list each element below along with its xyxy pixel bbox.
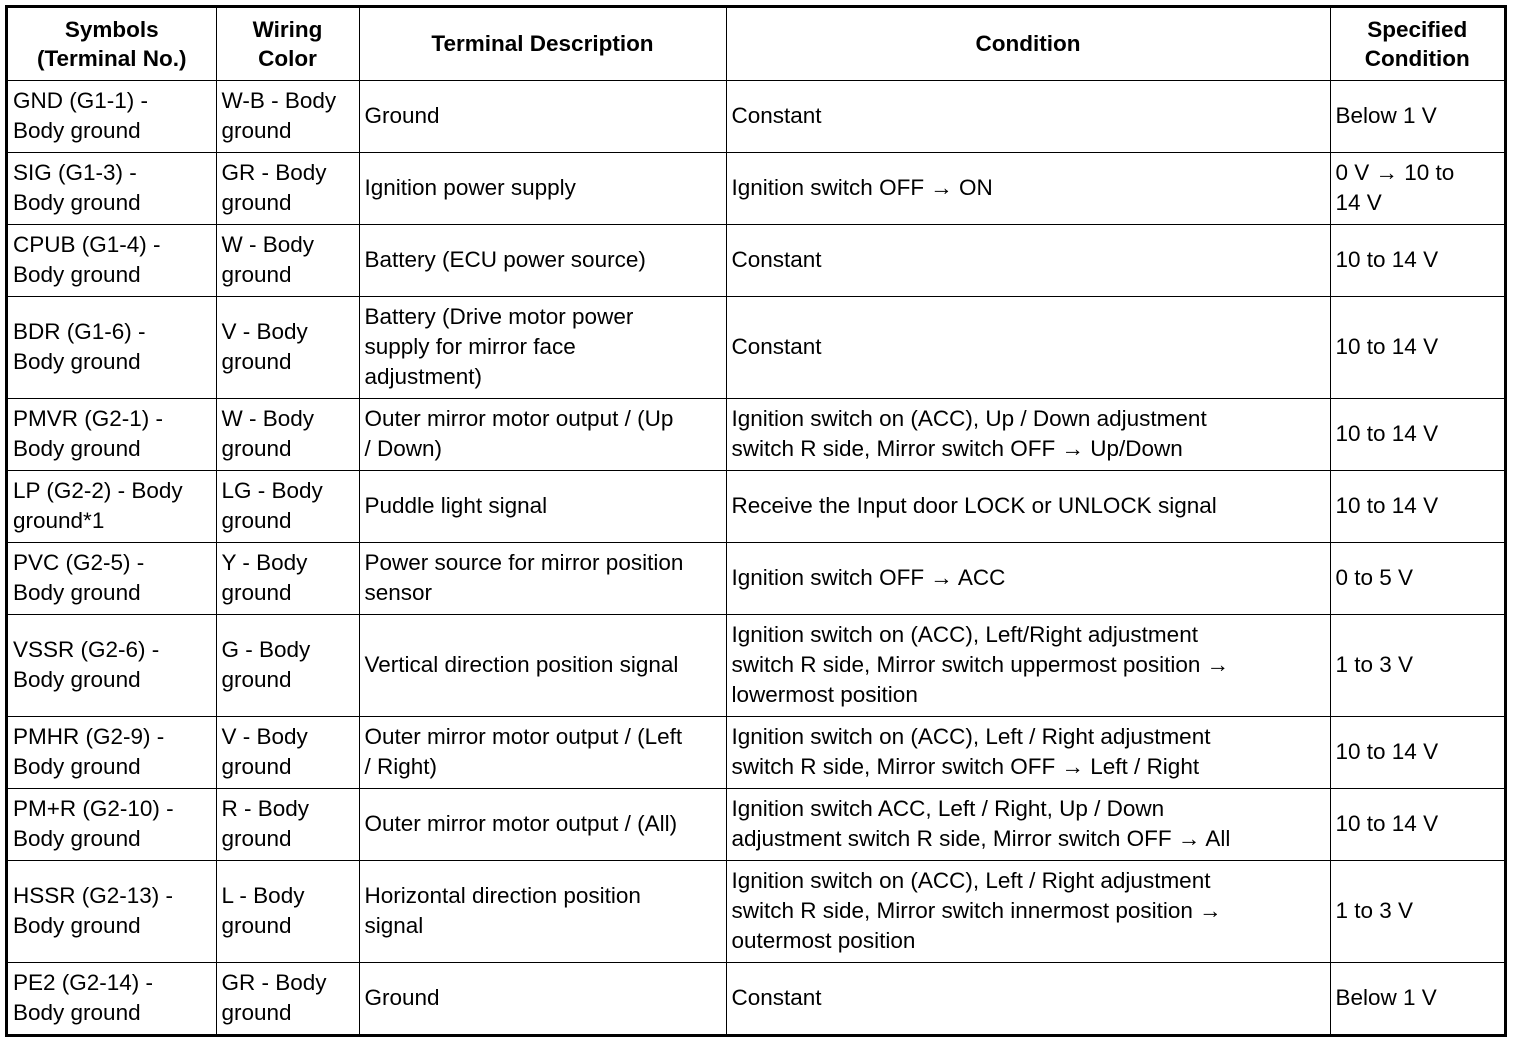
cell-specified-condition-line: Below 1 V <box>1335 103 1437 128</box>
cell-terminal-description-line: adjustment) <box>364 364 483 389</box>
cell-specified-condition-line: Below 1 V <box>1335 985 1437 1011</box>
cell-symbol-line: Body ground <box>13 190 141 215</box>
cell-specified-condition <box>1330 80 1504 152</box>
cell-terminal-description <box>359 152 726 224</box>
header-wiring-color <box>216 8 359 80</box>
cell-wiring-color-line: ground <box>221 508 292 533</box>
cell-symbol <box>8 962 216 1034</box>
cell-condition-line: Ignition switch OFF → ACC <box>731 565 1006 590</box>
cell-condition <box>726 860 1330 962</box>
cell-wiring-color-line: ground <box>221 118 292 143</box>
cell-wiring-color-line: G - Body <box>221 637 311 662</box>
cell-wiring-color-line: ground <box>221 262 292 287</box>
cell-condition-line: Ignition switch on (ACC), Up / Down adjustment <box>731 406 1207 431</box>
table-row <box>8 788 1504 860</box>
cell-specified-condition <box>1330 860 1504 962</box>
cell-symbol <box>8 542 216 614</box>
cell-specified-condition <box>1330 716 1504 788</box>
cell-condition-line: switch R side, Mirror switch innermost position → <box>731 898 1222 923</box>
cell-wiring-color-line: V - Body <box>221 319 308 344</box>
cell-symbol <box>8 398 216 470</box>
header-specified-line-2: Condition <box>1364 45 1470 71</box>
cell-symbol-line: Body ground <box>13 754 141 779</box>
cell-specified-condition <box>1330 788 1504 860</box>
cell-symbol-line: BDR (G1-6) - <box>13 319 146 344</box>
cell-condition <box>726 152 1330 224</box>
header-specified-condition <box>1330 8 1504 80</box>
cell-symbol-line: ground*1 <box>13 508 105 533</box>
cell-wiring-color-line: V - Body <box>221 724 308 749</box>
cell-wiring-color <box>216 470 359 542</box>
cell-specified-condition-line: 10 to 14 V <box>1335 247 1439 272</box>
cell-symbol-line: Body ground <box>13 826 141 851</box>
cell-specified-condition <box>1330 398 1504 470</box>
header-description-line-1: Terminal Description <box>431 31 654 57</box>
header-condition <box>726 8 1330 80</box>
terminal-spec-table <box>8 8 1504 1034</box>
cell-wiring-color <box>216 398 359 470</box>
header-terminal-description <box>359 8 726 80</box>
cell-specified-condition <box>1330 542 1504 614</box>
cell-specified-condition-line: 10 to 14 V <box>1335 421 1439 446</box>
cell-symbol <box>8 80 216 152</box>
cell-condition-line: switch R side, Mirror switch OFF → Up/Down <box>731 436 1183 461</box>
cell-symbol <box>8 296 216 398</box>
cell-wiring-color-line: ground <box>221 580 292 605</box>
header-specified-line-1: Specified <box>1367 16 1468 42</box>
cell-condition-line: Ignition switch on (ACC), Left / Right adjustment <box>731 724 1211 749</box>
cell-symbol-line: Body ground <box>13 580 141 605</box>
cell-condition-line: lowermost position <box>731 682 918 707</box>
cell-condition-line: adjustment switch R side, Mirror switch OFF → All <box>731 826 1231 851</box>
cell-symbol-line: Body ground <box>13 262 141 287</box>
cell-terminal-description <box>359 398 726 470</box>
cell-condition-line: Receive the Input door LOCK or UNLOCK signal <box>731 493 1217 518</box>
table-row <box>8 152 1504 224</box>
cell-specified-condition-line: 0 V → 10 to <box>1335 160 1455 185</box>
cell-symbol-line: Body ground <box>13 349 141 374</box>
cell-wiring-color-line: ground <box>221 1000 292 1026</box>
table-row <box>8 962 1504 1034</box>
cell-wiring-color <box>216 80 359 152</box>
cell-symbol <box>8 470 216 542</box>
cell-condition-line: Constant <box>731 985 822 1011</box>
cell-terminal-description <box>359 716 726 788</box>
terminal-spec-frame <box>5 5 1507 1037</box>
table-body <box>8 80 1504 1034</box>
table-row <box>8 224 1504 296</box>
header-condition-line-1: Condition <box>975 31 1081 57</box>
cell-symbol-line: Body ground <box>13 913 141 938</box>
cell-condition-line: switch R side, Mirror switch uppermost position → <box>731 652 1230 677</box>
header-symbols <box>8 8 216 80</box>
cell-wiring-color <box>216 614 359 716</box>
cell-specified-condition-line: 10 to 14 V <box>1335 334 1439 359</box>
cell-wiring-color-line: R - Body <box>221 796 310 821</box>
cell-terminal-description-line: Battery (ECU power source) <box>364 247 646 272</box>
cell-condition-line: Constant <box>731 334 822 359</box>
cell-condition-line: Constant <box>731 247 822 272</box>
cell-symbol <box>8 860 216 962</box>
cell-terminal-description-line: Outer mirror motor output / (Left <box>364 724 683 749</box>
cell-wiring-color-line: Y - Body <box>221 550 308 575</box>
cell-wiring-color-line: ground <box>221 913 292 938</box>
cell-condition <box>726 80 1330 152</box>
cell-wiring-color <box>216 860 359 962</box>
cell-condition-line: switch R side, Mirror switch OFF → Left / Right <box>731 754 1200 779</box>
cell-specified-condition <box>1330 470 1504 542</box>
cell-condition <box>726 470 1330 542</box>
cell-symbol-line: PVC (G2-5) - <box>13 550 145 575</box>
cell-condition-line: Ignition switch on (ACC), Left / Right adjustment <box>731 868 1211 893</box>
cell-symbol-line: LP (G2-2) - Body <box>13 478 183 503</box>
cell-specified-condition-line: 1 to 3 V <box>1335 898 1414 923</box>
cell-specified-condition <box>1330 296 1504 398</box>
header-wiring-line-1: Wiring <box>252 16 323 42</box>
cell-terminal-description-line: Ignition power supply <box>364 175 576 200</box>
cell-specified-condition-line: 10 to 14 V <box>1335 739 1439 764</box>
cell-wiring-color-line: W - Body <box>221 232 315 257</box>
cell-symbol-line: VSSR (G2-6) - <box>13 637 160 662</box>
cell-specified-condition-line: 0 to 5 V <box>1335 565 1414 590</box>
cell-wiring-color-line: W - Body <box>221 406 315 431</box>
header-symbols-line-2: (Terminal No.) <box>36 45 187 71</box>
cell-symbol <box>8 224 216 296</box>
cell-wiring-color-line: ground <box>221 667 292 692</box>
cell-condition-line: Ignition switch ACC, Left / Right, Up / Down <box>731 796 1165 821</box>
header-wiring-line-2: Color <box>258 45 317 71</box>
table-row <box>8 542 1504 614</box>
cell-specified-condition <box>1330 224 1504 296</box>
cell-terminal-description-line: signal <box>364 913 424 938</box>
cell-symbol-line: PMHR (G2-9) - <box>13 724 165 749</box>
cell-specified-condition-line: 14 V <box>1335 190 1382 215</box>
cell-terminal-description-line: Battery (Drive motor power <box>364 304 634 329</box>
cell-condition <box>726 296 1330 398</box>
cell-condition <box>726 398 1330 470</box>
table-row <box>8 296 1504 398</box>
cell-terminal-description-line: Ground <box>364 985 440 1011</box>
cell-terminal-description-line: Puddle light signal <box>364 493 548 518</box>
cell-specified-condition <box>1330 962 1504 1034</box>
cell-terminal-description <box>359 80 726 152</box>
cell-symbol <box>8 788 216 860</box>
cell-symbol-line: Body ground <box>13 1000 141 1026</box>
cell-condition-line: outermost position <box>731 928 916 953</box>
cell-symbol-line: PM+R (G2-10) - <box>13 796 174 821</box>
table-header <box>8 8 1504 80</box>
cell-specified-condition <box>1330 614 1504 716</box>
cell-terminal-description-line: Vertical direction position signal <box>364 652 679 677</box>
cell-symbol-line: CPUB (G1-4) - <box>13 232 161 257</box>
cell-wiring-color <box>216 152 359 224</box>
cell-wiring-color <box>216 296 359 398</box>
cell-specified-condition-line: 10 to 14 V <box>1335 493 1439 518</box>
cell-symbol-line: PMVR (G2-1) - <box>13 406 164 431</box>
table-row <box>8 860 1504 962</box>
cell-symbol-line: Body ground <box>13 436 141 461</box>
cell-terminal-description <box>359 788 726 860</box>
cell-symbol <box>8 152 216 224</box>
cell-terminal-description <box>359 224 726 296</box>
cell-wiring-color-line: GR - Body <box>221 160 327 185</box>
cell-wiring-color <box>216 788 359 860</box>
table-row <box>8 80 1504 152</box>
cell-wiring-color-line: GR - Body <box>221 970 327 996</box>
cell-symbol-line: Body ground <box>13 118 141 143</box>
cell-condition <box>726 224 1330 296</box>
cell-terminal-description <box>359 470 726 542</box>
table-row <box>8 398 1504 470</box>
cell-wiring-color-line: L - Body <box>221 883 305 908</box>
cell-symbol-line: HSSR (G2-13) - <box>13 883 174 908</box>
cell-wiring-color-line: ground <box>221 436 292 461</box>
cell-condition <box>726 614 1330 716</box>
cell-terminal-description-line: Horizontal direction position <box>364 883 641 908</box>
table-row <box>8 614 1504 716</box>
cell-symbol-line: Body ground <box>13 667 141 692</box>
cell-terminal-description-line: Outer mirror motor output / (All) <box>364 811 678 836</box>
cell-terminal-description <box>359 614 726 716</box>
cell-terminal-description-line: sensor <box>364 580 433 605</box>
cell-terminal-description <box>359 296 726 398</box>
cell-wiring-color-line: LG - Body <box>221 478 323 503</box>
cell-terminal-description-line: supply for mirror face <box>364 334 576 359</box>
cell-symbol <box>8 716 216 788</box>
table-row <box>8 470 1504 542</box>
cell-wiring-color <box>216 224 359 296</box>
cell-wiring-color <box>216 716 359 788</box>
cell-condition <box>726 962 1330 1034</box>
cell-wiring-color-line: ground <box>221 826 292 851</box>
cell-terminal-description <box>359 860 726 962</box>
cell-condition-line: Constant <box>731 103 822 128</box>
cell-symbol-line: PE2 (G2-14) - <box>13 970 154 996</box>
cell-terminal-description <box>359 962 726 1034</box>
cell-wiring-color-line: ground <box>221 349 292 374</box>
header-row <box>8 8 1504 80</box>
cell-symbol <box>8 614 216 716</box>
cell-condition <box>726 542 1330 614</box>
table-row <box>8 716 1504 788</box>
cell-condition <box>726 788 1330 860</box>
cell-condition-line: Ignition switch on (ACC), Left/Right adjustment <box>731 622 1198 647</box>
cell-terminal-description-line: Ground <box>364 103 440 128</box>
cell-condition <box>726 716 1330 788</box>
cell-specified-condition-line: 1 to 3 V <box>1335 652 1414 677</box>
header-symbols-line-1: Symbols <box>64 16 159 42</box>
cell-wiring-color <box>216 542 359 614</box>
cell-condition-line: Ignition switch OFF → ON <box>731 175 993 200</box>
cell-wiring-color <box>216 962 359 1034</box>
cell-terminal-description-line: Power source for mirror position <box>364 550 684 575</box>
cell-symbol-line: GND (G1-1) - <box>13 88 148 113</box>
cell-terminal-description-line: Outer mirror motor output / (Up <box>364 406 674 431</box>
cell-terminal-description <box>359 542 726 614</box>
cell-wiring-color-line: W-B - Body <box>221 88 337 113</box>
cell-specified-condition <box>1330 152 1504 224</box>
cell-terminal-description-line: / Right) <box>364 754 438 779</box>
cell-specified-condition-line: 10 to 14 V <box>1335 811 1439 836</box>
cell-terminal-description-line: / Down) <box>364 436 443 461</box>
cell-wiring-color-line: ground <box>221 190 292 215</box>
cell-symbol-line: SIG (G1-3) - <box>13 160 137 185</box>
cell-wiring-color-line: ground <box>221 754 292 779</box>
